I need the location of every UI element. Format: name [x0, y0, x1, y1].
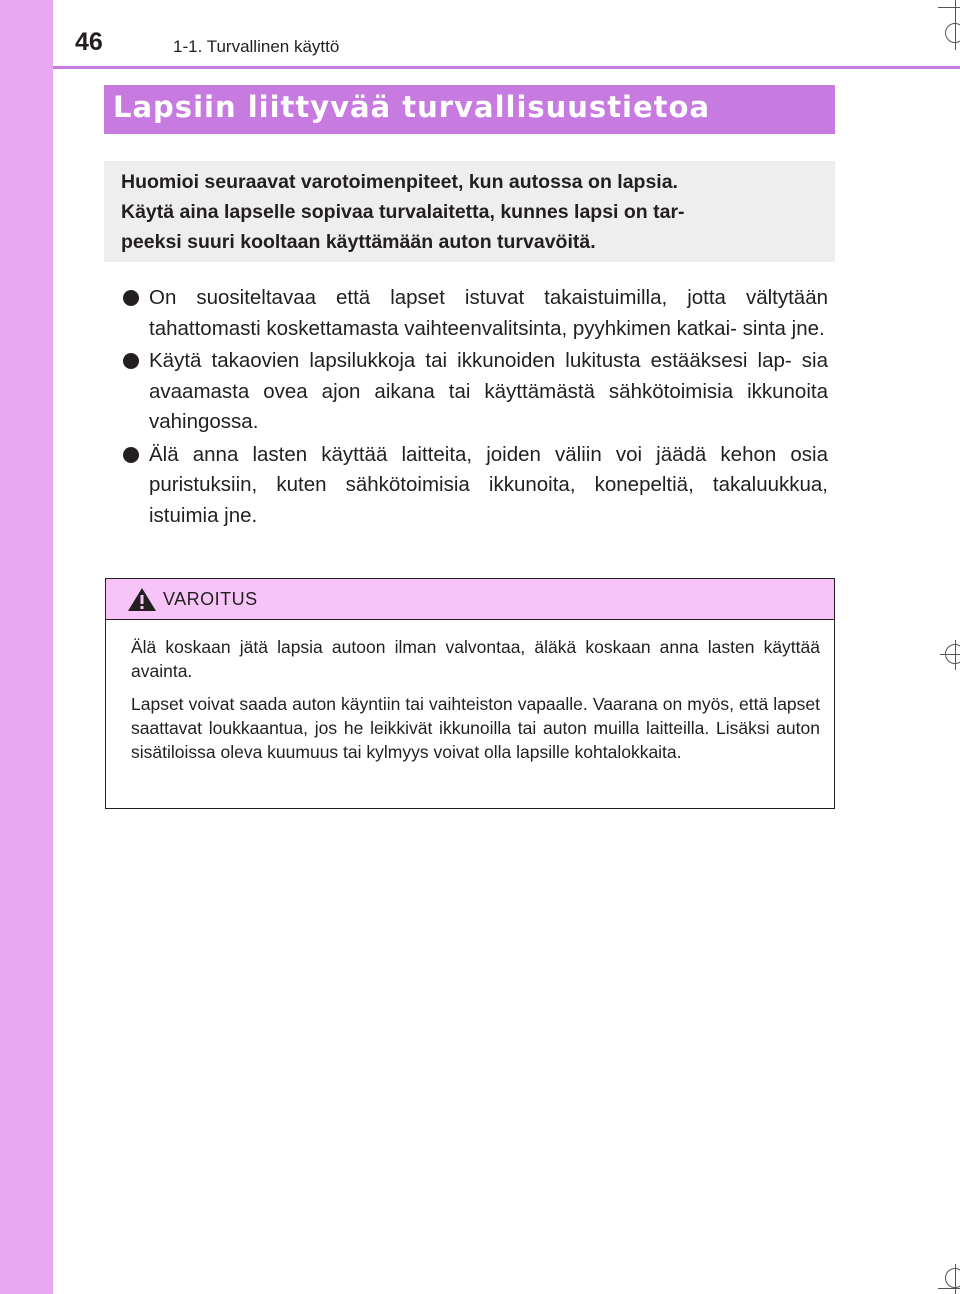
warning-body [106, 620, 834, 764]
intro-line: peeksi suuri kooltaan käyttämään auton turvavöitä. [121, 231, 596, 253]
bullet-text: Käytä takaovien lapsilukkoja tai ikkunoiden lukitusta estääksesi lap- sia avaamasta ovea ajon aikana tai käyttämästä sähkötoimisia ikkunoita vahingossa. [149, 349, 828, 433]
warning-box [105, 578, 835, 809]
bullet-text: On suositeltavaa että lapset istuvat takaistuimilla, jotta vältytään tahattomasti koskettamasta vaihteenvalitsinta, pyyhkimen katkai- sinta jne. [149, 286, 828, 340]
bullet-dot-icon [123, 447, 139, 463]
bullet-list [123, 283, 828, 533]
page-header [53, 0, 960, 68]
crop-mark-bottom-right [938, 1264, 960, 1294]
bullet-item [123, 283, 828, 344]
intro-line: Käytä aina lapselle sopivaa turvalaitetta, kunnes lapsi on tar- [121, 201, 685, 223]
bullet-item [123, 346, 828, 438]
intro-box [104, 161, 835, 262]
section-heading-bar [104, 85, 835, 134]
warning-title: VAROITUS [163, 589, 258, 609]
section-title: 1-1. Turvallinen käyttö [173, 37, 340, 56]
warning-header [106, 579, 834, 620]
page-number: 46 [75, 28, 103, 56]
bullet-dot-icon [123, 353, 139, 369]
side-color-strip [0, 0, 53, 1294]
warning-paragraph: Lapset voivat saada auton käyntiin tai vaihteiston vapaalle. Vaarana on myös, että lapset saattavat loukkaantua, jos he leikkivät ikkunoilla tai auton muilla laitteilla. Lisäksi auton sisätiloissa oleva kuumuus tai kylmyys voivat olla lapsille kohtalokkaita. [131, 694, 820, 762]
bullet-item [123, 440, 828, 532]
section-heading: Lapsiin liittyvää turvallisuustietoa [113, 90, 711, 124]
warning-triangle-icon [127, 587, 157, 612]
header-rule [53, 66, 960, 69]
crop-mark-mid-right [940, 640, 960, 670]
bullet-text: Älä anna lasten käyttää laitteita, joiden väliin voi jäädä kehon osia puristuksiin, kuten sähkötoimisia ikkunoita, konepeltiä, takaluukkua, istuimia jne. [149, 442, 828, 527]
crop-mark-top-right [938, 0, 960, 50]
bullet-dot-icon [123, 290, 139, 306]
warning-paragraph: Älä koskaan jätä lapsia autoon ilman valvontaa, äläkä koskaan anna lasten käyttää avainta. [131, 637, 820, 681]
intro-line: Huomioi seuraavat varotoimenpiteet, kun autossa on lapsia. [121, 171, 678, 193]
